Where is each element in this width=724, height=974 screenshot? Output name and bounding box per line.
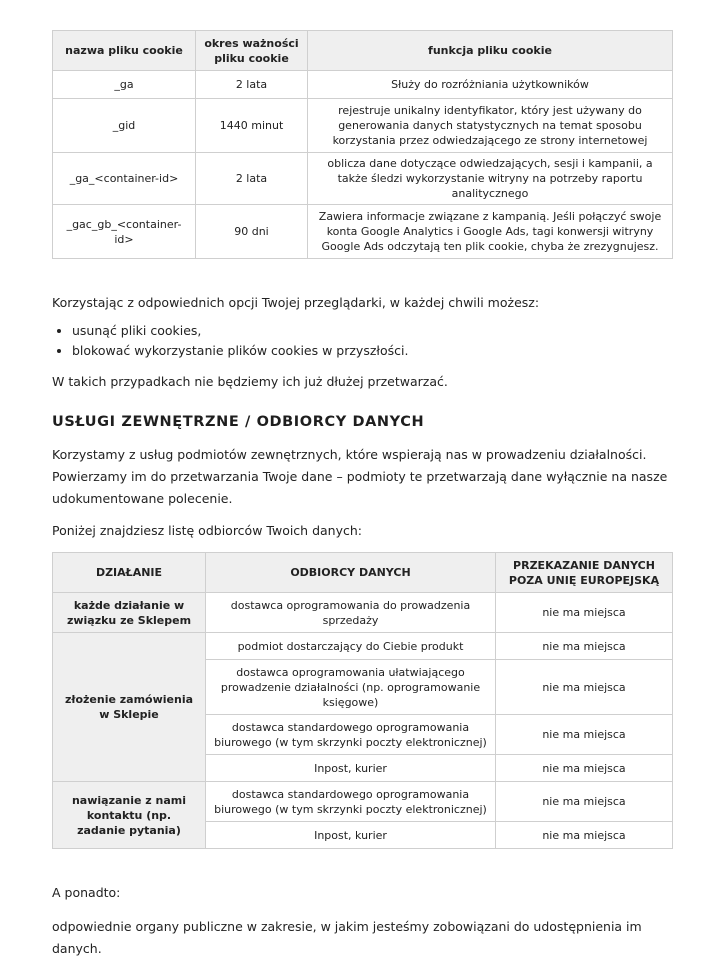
- transfer-cell: nie ma miejsca: [496, 755, 673, 782]
- recipient-cell: dostawca oprogramowania ułatwiającego prowadzenie działalności (np. oprogramowanie księgowe): [206, 660, 496, 715]
- recipient-cell: podmiot dostarczający do Ciebie produkt: [206, 633, 496, 660]
- section-heading: USŁUGI ZEWNĘTRZNE / ODBIORCY DANYCH: [52, 414, 425, 430]
- cookie-period: 1440 minut: [196, 99, 308, 153]
- header-cookie-function: funkcja pliku cookie: [308, 31, 673, 71]
- table-row: [53, 593, 673, 633]
- transfer-cell: nie ma miejsca: [496, 593, 673, 633]
- table-row: [53, 633, 673, 660]
- cookie-function: Służy do rozróżniania użytkowników: [308, 71, 673, 99]
- after-bullets-text: W takich przypadkach nie będziemy ich już dłużej przetwarzać.: [52, 374, 448, 389]
- header-cookie-name: nazwa pliku cookie: [53, 31, 196, 71]
- final-text: odpowiednie organy publiczne w zakresie, w jakim jesteśmy zobowiązani do udostępnienia im danych.: [52, 919, 642, 956]
- list-intro-text: Poniżej znajdziesz listę odbiorców Twoich danych:: [52, 523, 362, 538]
- table-row: [53, 782, 673, 822]
- header-cookie-period: okres ważności pliku cookie: [196, 31, 308, 71]
- moreover-text: A ponadto:: [52, 885, 121, 900]
- recipient-cell: Inpost, kurier: [206, 822, 496, 849]
- recipients-table: [52, 552, 673, 849]
- recipient-cell: dostawca standardowego oprogramowania biurowego (w tym skrzynki poczty elektronicznej): [206, 715, 496, 755]
- header-recipients: ODBIORCY DANYCH: [206, 553, 496, 593]
- recipient-cell: dostawca standardowego oprogramowania biurowego (w tym skrzynki poczty elektronicznej): [206, 782, 496, 822]
- cookie-period: 2 lata: [196, 153, 308, 205]
- cookies-table-header: [53, 31, 673, 71]
- cookie-function: rejestruje unikalny identyfikator, który jest używany do generowania danych statystycznych na temat sposobu korzystania przez odwiedzającego ze strony internetowej: [308, 99, 673, 153]
- list-item: • blokować wykorzystanie plików cookies w przyszłości.: [72, 341, 672, 361]
- bullet-list: [52, 321, 672, 361]
- cookie-function: Zawiera informacje związane z kampanią. Jeśli połączyć swoje konta Google Analytics i Google Ads, tagi konwersji witryny Google Ads odczytają ten plik cookie, chyba że zrezygnujesz.: [308, 205, 673, 259]
- transfer-cell: nie ma miejsca: [496, 660, 673, 715]
- cookie-name: _gid: [53, 99, 196, 153]
- list-item: • usunąć pliki cookies,: [72, 321, 672, 341]
- cookie-name: _gac_gb_<container-id>: [53, 205, 196, 259]
- transfer-cell: nie ma miejsca: [496, 633, 673, 660]
- action-cell: nawiązanie z nami kontaktu (np. zadanie pytania): [53, 782, 206, 849]
- transfer-cell: nie ma miejsca: [496, 715, 673, 755]
- action-cell: każde działanie w związku ze Sklepem: [53, 593, 206, 633]
- transfer-cell: nie ma miejsca: [496, 822, 673, 849]
- document-page: [52, 30, 672, 960]
- cookie-function: oblicza dane dotyczące odwiedzających, sesji i kampanii, a także śledzi wykorzystanie witryny na potrzeby raportu analitycznego: [308, 153, 673, 205]
- table-row: [53, 153, 673, 205]
- action-cell: złożenie zamówienia w Sklepie: [53, 633, 206, 782]
- table-row: [53, 99, 673, 153]
- browser-options-text: Korzystając z odpowiednich opcji Twojej przeglądarki, w każdej chwili możesz:: [52, 295, 540, 310]
- header-action: DZIAŁANIE: [53, 553, 206, 593]
- transfer-cell: nie ma miejsca: [496, 782, 673, 822]
- cookie-period: 2 lata: [196, 71, 308, 99]
- recipient-cell: dostawca oprogramowania do prowadzenia sprzedaży: [206, 593, 496, 633]
- table-row: [53, 205, 673, 259]
- cookie-name: _ga_<container-id>: [53, 153, 196, 205]
- table-row: [53, 71, 673, 99]
- section-paragraph: Korzystamy z usług podmiotów zewnętrznych, które wspierają nas w prowadzeniu działalności. Powierzamy im do przetwarzania Twoje dane – podmioty te przetwarzają dane wyłącznie na nasze udokumentowane polecenie.: [52, 447, 668, 506]
- cookie-period: 90 dni: [196, 205, 308, 259]
- cookie-name: _ga: [53, 71, 196, 99]
- recipients-table-header: [53, 553, 673, 593]
- cookies-table: [52, 30, 673, 259]
- header-transfer: PRZEKAZANIE DANYCH POZA UNIĘ EUROPEJSKĄ: [496, 553, 673, 593]
- recipient-cell: Inpost, kurier: [206, 755, 496, 782]
